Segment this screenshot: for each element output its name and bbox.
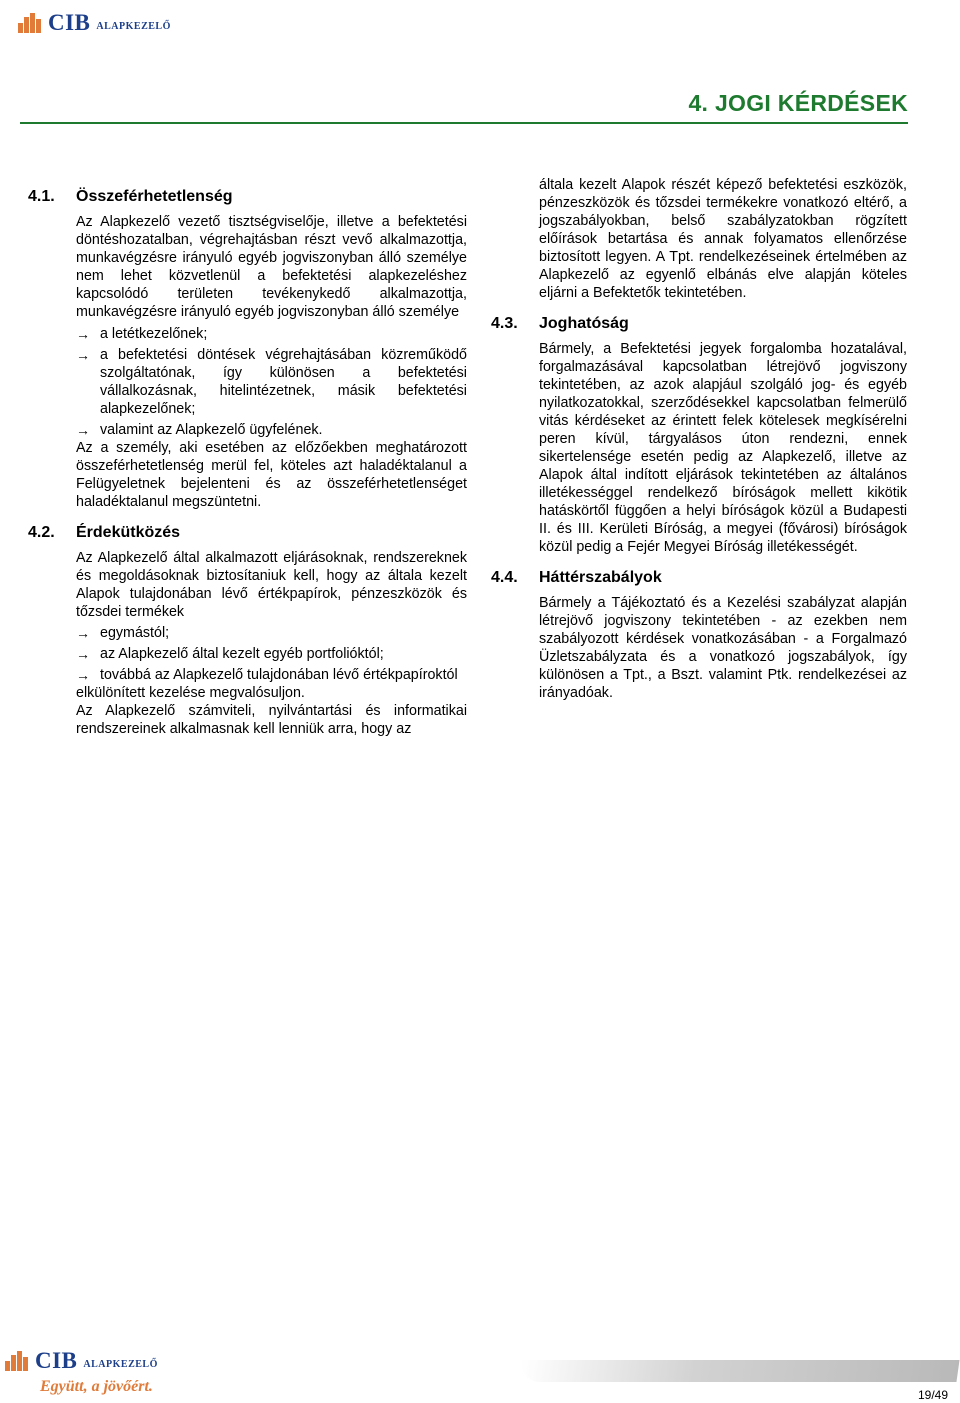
right-column xyxy=(491,176,907,702)
section-heading-4-4 xyxy=(491,568,907,588)
paragraph: elkülönített kezelése megvalósuljon. xyxy=(76,685,305,701)
paragraph: Bármely a Tájékoztató és a Kezelési szabályzat alapján létrejövő jogviszony tekintetében - az ezekben nem szabályozott kérdések vonatkozásában - a Forgalmazó Üzletszabályzata és a vonatkozó jogszabályok, így különösen a Tpt., a Bszt. valamint Ptk. rendelkezései az irányadóak. xyxy=(539,595,907,701)
paragraph: Az a személy, aki esetében az előzőekben meghatározott összeférhetetlenség merül fel, köteles azt haladéktalanul a Felügyeletnek bejelenteni és az összeférhetetlenséget haladéktalanul megszüntetni. xyxy=(76,440,467,510)
chapter-rule xyxy=(20,122,908,124)
list-item: → egymástól; xyxy=(76,625,170,641)
list-item: → az Alapkezelő által kezelt egyéb portfolióktól; xyxy=(76,646,384,662)
logo-subtitle: ALAPKEZELŐ xyxy=(83,1358,158,1370)
section-heading-4-1 xyxy=(28,187,467,207)
section-title: Érdekütközés xyxy=(76,524,181,541)
chapter-title xyxy=(688,90,908,117)
section-title: Joghatóság xyxy=(539,315,629,332)
section-number: 4.2. xyxy=(28,524,55,541)
tagline: Együtt, a jövőért. xyxy=(40,1378,153,1395)
left-column xyxy=(28,187,467,738)
section-title: Összeférhetetlenség xyxy=(76,188,233,205)
section-heading-4-2 xyxy=(28,523,467,543)
arrow-right-icon: → xyxy=(76,422,90,438)
paragraph: Az Alapkezelő vezető tisztségviselője, illetve a befektetési döntéshozatalban, végrehajtásban részt vevő alkalmazottja, munkavégzésre irányuló egyéb jogviszonyban álló személye nem lehet közvetlenül a befektetési alapkezeléshez kapcsolódó területen tevékenykedő alkalmazottja, munkavégzésre irányuló egyéb jogviszonyban álló személye xyxy=(76,214,467,320)
section-number: 4.4. xyxy=(491,569,518,586)
logo-text: CIB xyxy=(35,1348,78,1373)
page-footer xyxy=(0,1340,960,1403)
arrow-right-icon: → xyxy=(76,347,90,363)
logo-text: CIB xyxy=(48,10,91,35)
list-item: → a befektetési döntések végrehajtásában közreműködő szolgáltatónak, így különösen a befektetési vállalkozásnak, hitelintézetnek, másik befektetési alapkezelőnek; xyxy=(76,347,467,417)
paragraph: általa kezelt Alapok részét képező befektetési eszközök, pénzeszközök és tőzsdei termékekre vonatkozó eltérő, a jogszabályokban, belső szabályzatokban rögzített előírások betartása és annak folyamatos ellenőrzése biztosított legyen. A Tpt. rendelkezéseinek értelmében az Alapkezelő az egyenlő elbánás elve alapján köteles eljárni a Befektetők tekintetében. xyxy=(539,177,907,301)
list-item: → a letétkezelőnek; xyxy=(76,326,208,342)
decorative-swoosh xyxy=(518,1360,959,1382)
arrow-right-icon: → xyxy=(76,625,90,641)
list-item: → továbbá az Alapkezelő tulajdonában lévő értékpapíroktól xyxy=(76,667,458,683)
paragraph: Az Alapkezelő által alkalmazott eljárásoknak, rendszereknek és megoldásoknak biztosítaniuk kell, hogy az általa kezelt Alapok tulajdonában lévő értékpapírok, pénzeszközök és tőzsdei termékek xyxy=(76,550,467,620)
section-number: 4.3. xyxy=(491,315,518,332)
page-number: 19/49 xyxy=(917,1388,948,1402)
cib-logo-mark-icon xyxy=(18,13,42,33)
cib-logo-mark-icon xyxy=(5,1351,29,1371)
section-title: Háttérszabályok xyxy=(539,569,662,586)
section-heading-4-3 xyxy=(491,314,907,334)
cib-logo-footer xyxy=(5,1348,158,1374)
arrow-right-icon: → xyxy=(76,326,90,342)
paragraph: Az Alapkezelő számviteli, nyilvántartási és informatikai rendszereinek alkalmasnak kell lenniük arra, hogy az xyxy=(76,703,467,737)
list-item: → valamint az Alapkezelő ügyfelének. xyxy=(76,422,323,438)
section-number: 4.1. xyxy=(28,188,55,205)
arrow-right-icon: → xyxy=(76,667,90,683)
arrow-right-icon: → xyxy=(76,646,90,662)
logo-subtitle: ALAPKEZELŐ xyxy=(96,20,171,32)
paragraph: Bármely, a Befektetési jegyek forgalomba hozatalával, forgalmazásával kapcsolatban létrejövő jogviszony tekintetében, az azok alapjául szolgáló jog- és egyéb nyilatkozatokkal, szerződésekkel kapcsolatban felmerülő vitás kérdéseket az érintett felek kötelesek megkísérelni peren kívül, tárgyalásos úton rendezni, ennek sikertelensége esetén pedig az Alapkezelő, illetve az Alapok által indított eljárások tekintetében az általános illetékességgel rendelkező bíróságok mellett kikötik hatáskörtől függően a helyi bíróságok közül a Budapesti II. és III. Kerületi Bíróság, a megyei (fővárosi) bíróságok közül pedig a Fejér Megyei Bíróság illetékességét. xyxy=(539,341,907,555)
chapter-number: 4. xyxy=(688,90,709,116)
chapter-name: JOGI KÉRDÉSEK xyxy=(714,90,908,116)
cib-logo-header xyxy=(18,10,171,36)
